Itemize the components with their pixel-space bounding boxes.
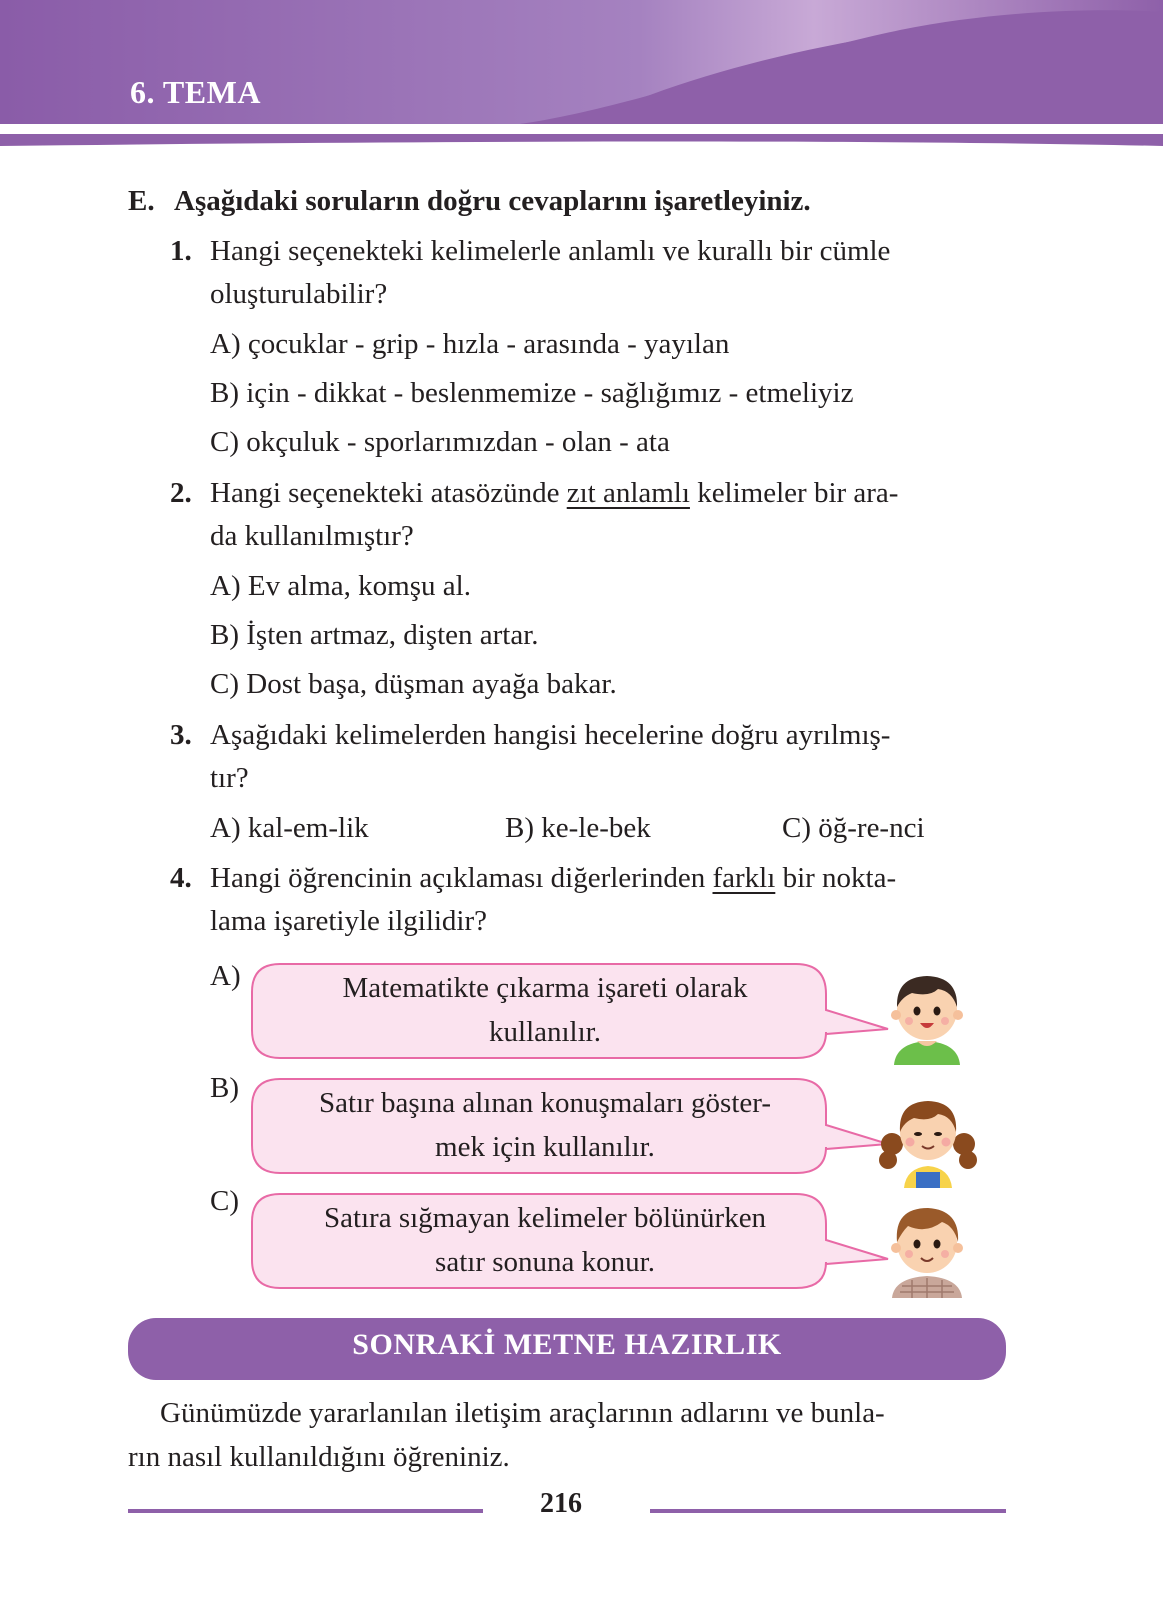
section-heading: Aşağıdaki soruların doğru cevaplarını işaretleyiniz. xyxy=(174,185,811,217)
boy-avatar-2-icon xyxy=(882,1198,972,1298)
page-number: 216 xyxy=(540,1488,582,1519)
speech-bubble-c[interactable] xyxy=(250,1192,830,1292)
question-4-text-line1 xyxy=(210,857,896,900)
question-3-text-line2: tır? xyxy=(210,762,249,794)
question-1-text-line2: oluşturulabilir? xyxy=(210,278,388,310)
question-4-text-pre: Hangi öğrencinin açıklaması diğerlerinden xyxy=(210,862,713,894)
footer-rule-left xyxy=(128,1509,483,1513)
question-3-option-c[interactable]: C) öğ-re-nci xyxy=(782,812,925,844)
question-4-option-c-label[interactable]: C) xyxy=(210,1185,239,1217)
question-2-option-b[interactable]: B) İşten artmaz, dişten artar. xyxy=(210,619,539,651)
speech-bubble-a-line1: Matematikte çıkarma işareti olarak xyxy=(342,972,748,1004)
question-4-text-line2: lama işaretiyle ilgilidir? xyxy=(210,905,488,937)
question-1-option-c[interactable]: C) okçuluk - sporlarımızdan - olan - ata xyxy=(210,426,670,458)
question-1-option-b[interactable]: B) için - dikkat - beslenmemize - sağlığımız - etmeliyiz xyxy=(210,377,854,409)
header-banner xyxy=(0,0,1163,150)
question-3-number: 3. xyxy=(170,719,192,751)
footer-rule-right xyxy=(650,1509,1006,1513)
speech-bubble-a-line2: kullanılır. xyxy=(489,1016,601,1048)
speech-bubble-b-text xyxy=(270,1081,820,1169)
question-4-option-a-label[interactable]: A) xyxy=(210,960,241,992)
question-2-text-pre: Hangi seçenekteki atasözünde xyxy=(210,477,567,509)
next-text-section-bar xyxy=(128,1318,1006,1380)
question-2-option-a[interactable]: A) Ev alma, komşu al. xyxy=(210,570,471,602)
question-2-text-line1 xyxy=(210,472,898,515)
question-3-text-line1: Aşağıdaki kelimelerden hangisi hecelerine doğru ayrılmış- xyxy=(210,719,891,751)
question-1-text-line1: Hangi seçenekteki kelimelerle anlamlı ve kurallı bir cümle xyxy=(210,235,891,267)
question-3-option-a[interactable]: A) kal-em-lik xyxy=(210,812,369,844)
question-3-option-b[interactable]: B) ke-le-bek xyxy=(505,812,651,844)
question-2-underlined-term: zıt anlamlı xyxy=(566,477,690,509)
question-4-text-post: bir nokta- xyxy=(775,862,897,894)
boy-avatar-icon xyxy=(882,965,972,1065)
speech-bubble-c-text xyxy=(270,1196,820,1284)
speech-bubble-a[interactable] xyxy=(250,962,830,1062)
question-4-number: 4. xyxy=(170,862,192,894)
question-4-option-b-label[interactable]: B) xyxy=(210,1072,239,1104)
speech-bubble-b-line1: Satır başına alınan konuşmaları göster- xyxy=(318,1087,772,1119)
question-2-text-post: kelimeler bir ara- xyxy=(689,477,899,509)
speech-bubble-c-line1: Satıra sığmayan kelimeler bölünürken xyxy=(323,1202,767,1234)
theme-label: 6. TEMA xyxy=(130,74,261,110)
speech-bubble-c-line2: satır sonuna konur. xyxy=(435,1246,655,1278)
next-text-paragraph-line1: Günümüzde yararlanılan iletişim araçlarının adlarını ve bunla- xyxy=(160,1397,885,1429)
question-1-option-a[interactable]: A) çocuklar - grip - hızla - arasında - yayılan xyxy=(210,328,730,360)
girl-avatar-icon xyxy=(878,1088,978,1188)
speech-bubble-a-text xyxy=(270,966,820,1054)
question-2-number: 2. xyxy=(170,477,192,509)
speech-bubble-b-line2: mek için kullanılır. xyxy=(435,1131,655,1163)
speech-bubble-b[interactable] xyxy=(250,1077,830,1177)
question-2-text-line2: da kullanılmıştır? xyxy=(210,520,414,552)
question-4-underlined-term: farklı xyxy=(712,862,776,894)
question-2-option-c[interactable]: C) Dost başa, düşman ayağa bakar. xyxy=(210,668,617,700)
section-letter: E. xyxy=(128,185,155,217)
next-text-paragraph-line2: rın nasıl kullanıldığını öğreniniz. xyxy=(128,1441,510,1473)
question-1-number: 1. xyxy=(170,235,192,267)
next-text-title: SONRAKİ METNE HAZIRLIK xyxy=(352,1328,782,1361)
